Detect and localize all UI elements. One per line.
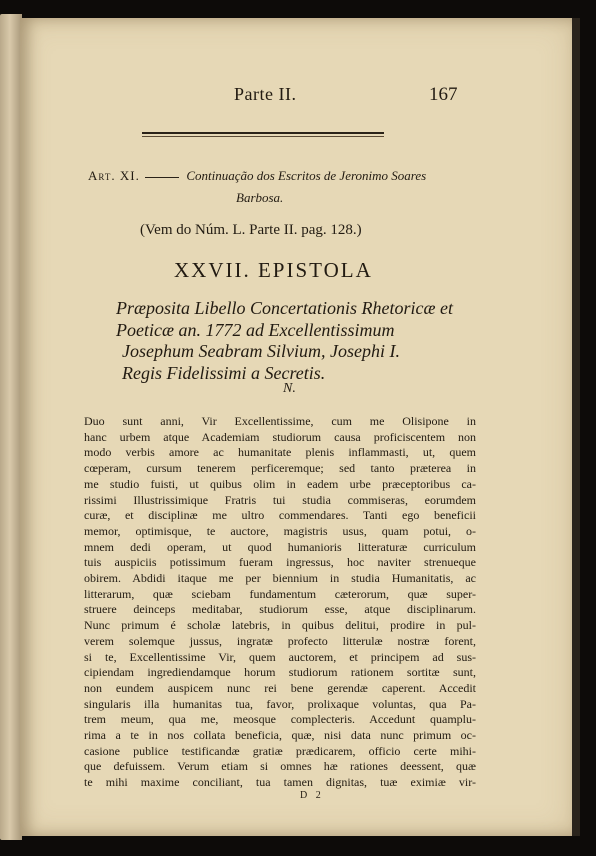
body-line: me studio fuisti, ut quibus olim in eadem urbe præceptoribus ca-: [84, 476, 476, 491]
body-line: rissimi Illustrissimique Fratris tui studia commiseras, eorumdem: [84, 492, 476, 507]
article-heading: [88, 168, 488, 184]
body-line: casione publice testificandæ gratiæ prædicarem, officio certe mihi-: [84, 743, 476, 758]
running-head: [20, 84, 572, 112]
subtitle-line: Poeticæ an. 1772 ad Excellentissimum: [116, 319, 395, 340]
page-shadow-edge: [572, 18, 580, 836]
reference-line: (Vem do Núm. L. Parte II. pag. 128.): [140, 222, 362, 238]
body-line: si te, Excellentissime Vir, quem auctorem, et principem ad sus-: [84, 649, 476, 664]
page-number: 167: [429, 84, 458, 105]
body-line: hanc urbem atque Academiam studiorum causa proficiscentem non: [84, 429, 476, 444]
body-line: cœperam, cursum tenerem perficeremque; sed tanto præterea in: [84, 461, 476, 476]
body-text: [84, 414, 476, 791]
body-line: curæ, et disciplinæ me ultro commendares. Tanti ego beneficii: [84, 508, 476, 523]
body-line: struere deinceps meditabar, studiorum esse, atque disciplinarum.: [84, 602, 476, 617]
article-title: Continuação dos Escritos de Jeronimo Soares: [186, 168, 427, 183]
epistola-subtitle: [116, 298, 453, 384]
subtitle-line: Præposita Libello Concertationis Rhetoricæ et: [116, 298, 453, 318]
body-line: modo verbis amore ac humanitate plenis inflammasti, ut, quem: [84, 445, 476, 460]
subtitle-line: Josephum Seabram Silvium, Josephi I.: [122, 341, 400, 361]
book-page: [20, 18, 572, 836]
body-line: rima a te in nos collata beneficia, quæ, nisi data nunc primum oc-: [84, 728, 476, 743]
body-line: te mihi maxime conciliant, tua tamen dignitas, tuæ eximiæ vir-: [84, 775, 476, 790]
body-line: cipiendam ingrediendamque horum studiorum rationem sortitæ sunt,: [84, 665, 476, 680]
body-line: trem meum, qua me, meosque complecteris. Accedunt quamplu-: [84, 712, 476, 727]
article-dash: [145, 177, 179, 178]
signature-mark: D 2: [300, 790, 324, 801]
part-label: Parte II.: [234, 84, 297, 104]
facing-page-edge: [0, 14, 22, 840]
epistola-title: XXVII. EPISTOLA: [174, 258, 373, 282]
addressee-mark: N.: [283, 381, 296, 396]
body-line: Nunc primum é scholæ latebris, in quibus delitui, prodire in pul-: [84, 618, 476, 633]
body-line: singularis illa humanitas tua, favor, prolixaque voluntas, qua Pa-: [84, 696, 476, 711]
header-rule-thin: [142, 136, 384, 137]
body-line: non eundem auspicem nunc rei bene gerendæ caperent. Accedit: [84, 680, 476, 695]
subtitle-line: Regis Fidelissimi a Secretis.: [122, 362, 326, 383]
header-rule: [142, 132, 384, 134]
body-line: que defuissem. Verum etiam si omnes hæ rationes deessent, quæ: [84, 759, 476, 774]
body-line: tuis auspiciis potissimum fueram ingressus, hoc naviter strenueque: [84, 555, 476, 570]
body-line: memor, optimisque, te auctore, magistris usus, quam potui, o-: [84, 523, 476, 538]
article-label: Art. XI.: [88, 168, 140, 183]
body-line: Duo sunt anni, Vir Excellentissime, cum me Olisipone in: [84, 414, 476, 428]
body-line: mnem dedi operam, ut quod humanioris litteraturæ curriculum: [84, 539, 476, 554]
body-line: obirem. Abdidi itaque me per biennium in studia Humanitatis, ac: [84, 571, 476, 586]
body-line: verem solemque jussus, ingratæ profecto litterulæ nostræ forent,: [84, 633, 476, 648]
article-title-continued: Barbosa.: [236, 190, 284, 205]
body-line: litterarum, quæ sciebam fundamentum cæterorum, quæ super-: [84, 586, 476, 601]
